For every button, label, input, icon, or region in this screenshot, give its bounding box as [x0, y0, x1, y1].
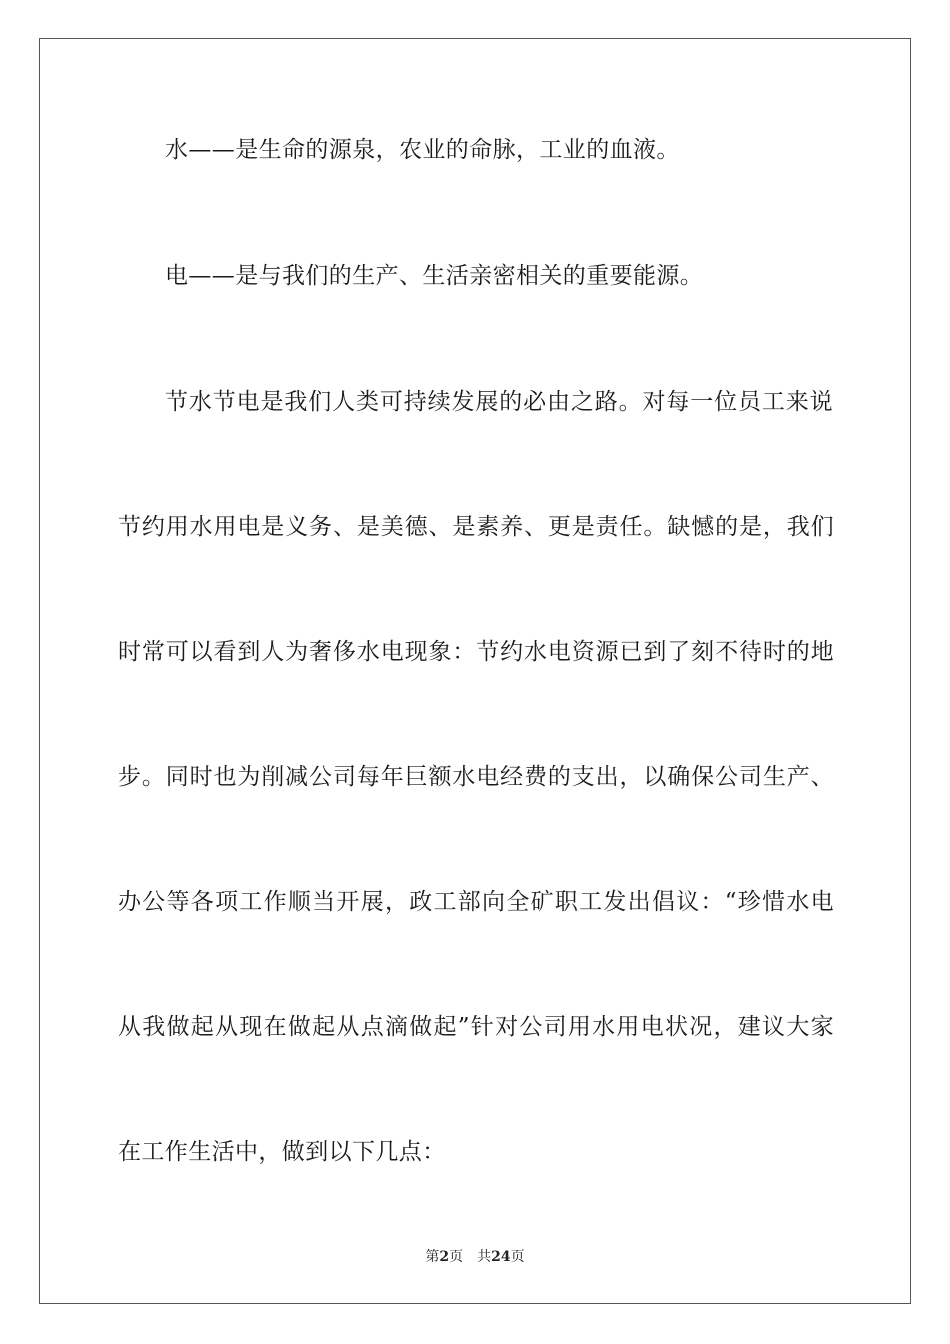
page-prefix: 第 [425, 1249, 440, 1265]
paragraph-electricity: 电——是与我们的生产、生活亲密相关的重要能源。 [165, 263, 704, 289]
body-line-2: 节约用水用电是义务、是美德、是素养、更是责任。缺憾的是，我们 [118, 514, 834, 540]
page-number: 2 [439, 1249, 450, 1265]
body-line-6: 从我做起从现在做起从点滴做起”针对公司用水用电状况，建议大家 [118, 1014, 834, 1040]
body-line-1: 节水节电是我们人类可持续发展的必由之路。对每一位员工来说 [165, 389, 833, 415]
page-footer [0, 1248, 950, 1266]
total-pages: 24 [491, 1249, 511, 1265]
page-suffix: 页 [449, 1249, 464, 1265]
body-line-3: 时常可以看到人为奢侈水电现象：节约水电资源已到了刻不待时的地 [118, 639, 834, 665]
total-prefix: 共 [477, 1249, 492, 1265]
body-line-4: 步。同时也为削减公司每年巨额水电经费的支出，以确保公司生产、 [118, 764, 834, 790]
body-line-5: 办公等各项工作顺当开展，政工部向全矿职工发出倡议：“珍惜水电 [118, 889, 834, 915]
total-suffix: 页 [510, 1249, 525, 1265]
paragraph-water: 水——是生命的源泉，农业的命脉，工业的血液。 [165, 137, 680, 163]
body-line-7: 在工作生活中，做到以下几点： [118, 1139, 446, 1165]
page-border [39, 38, 911, 1304]
